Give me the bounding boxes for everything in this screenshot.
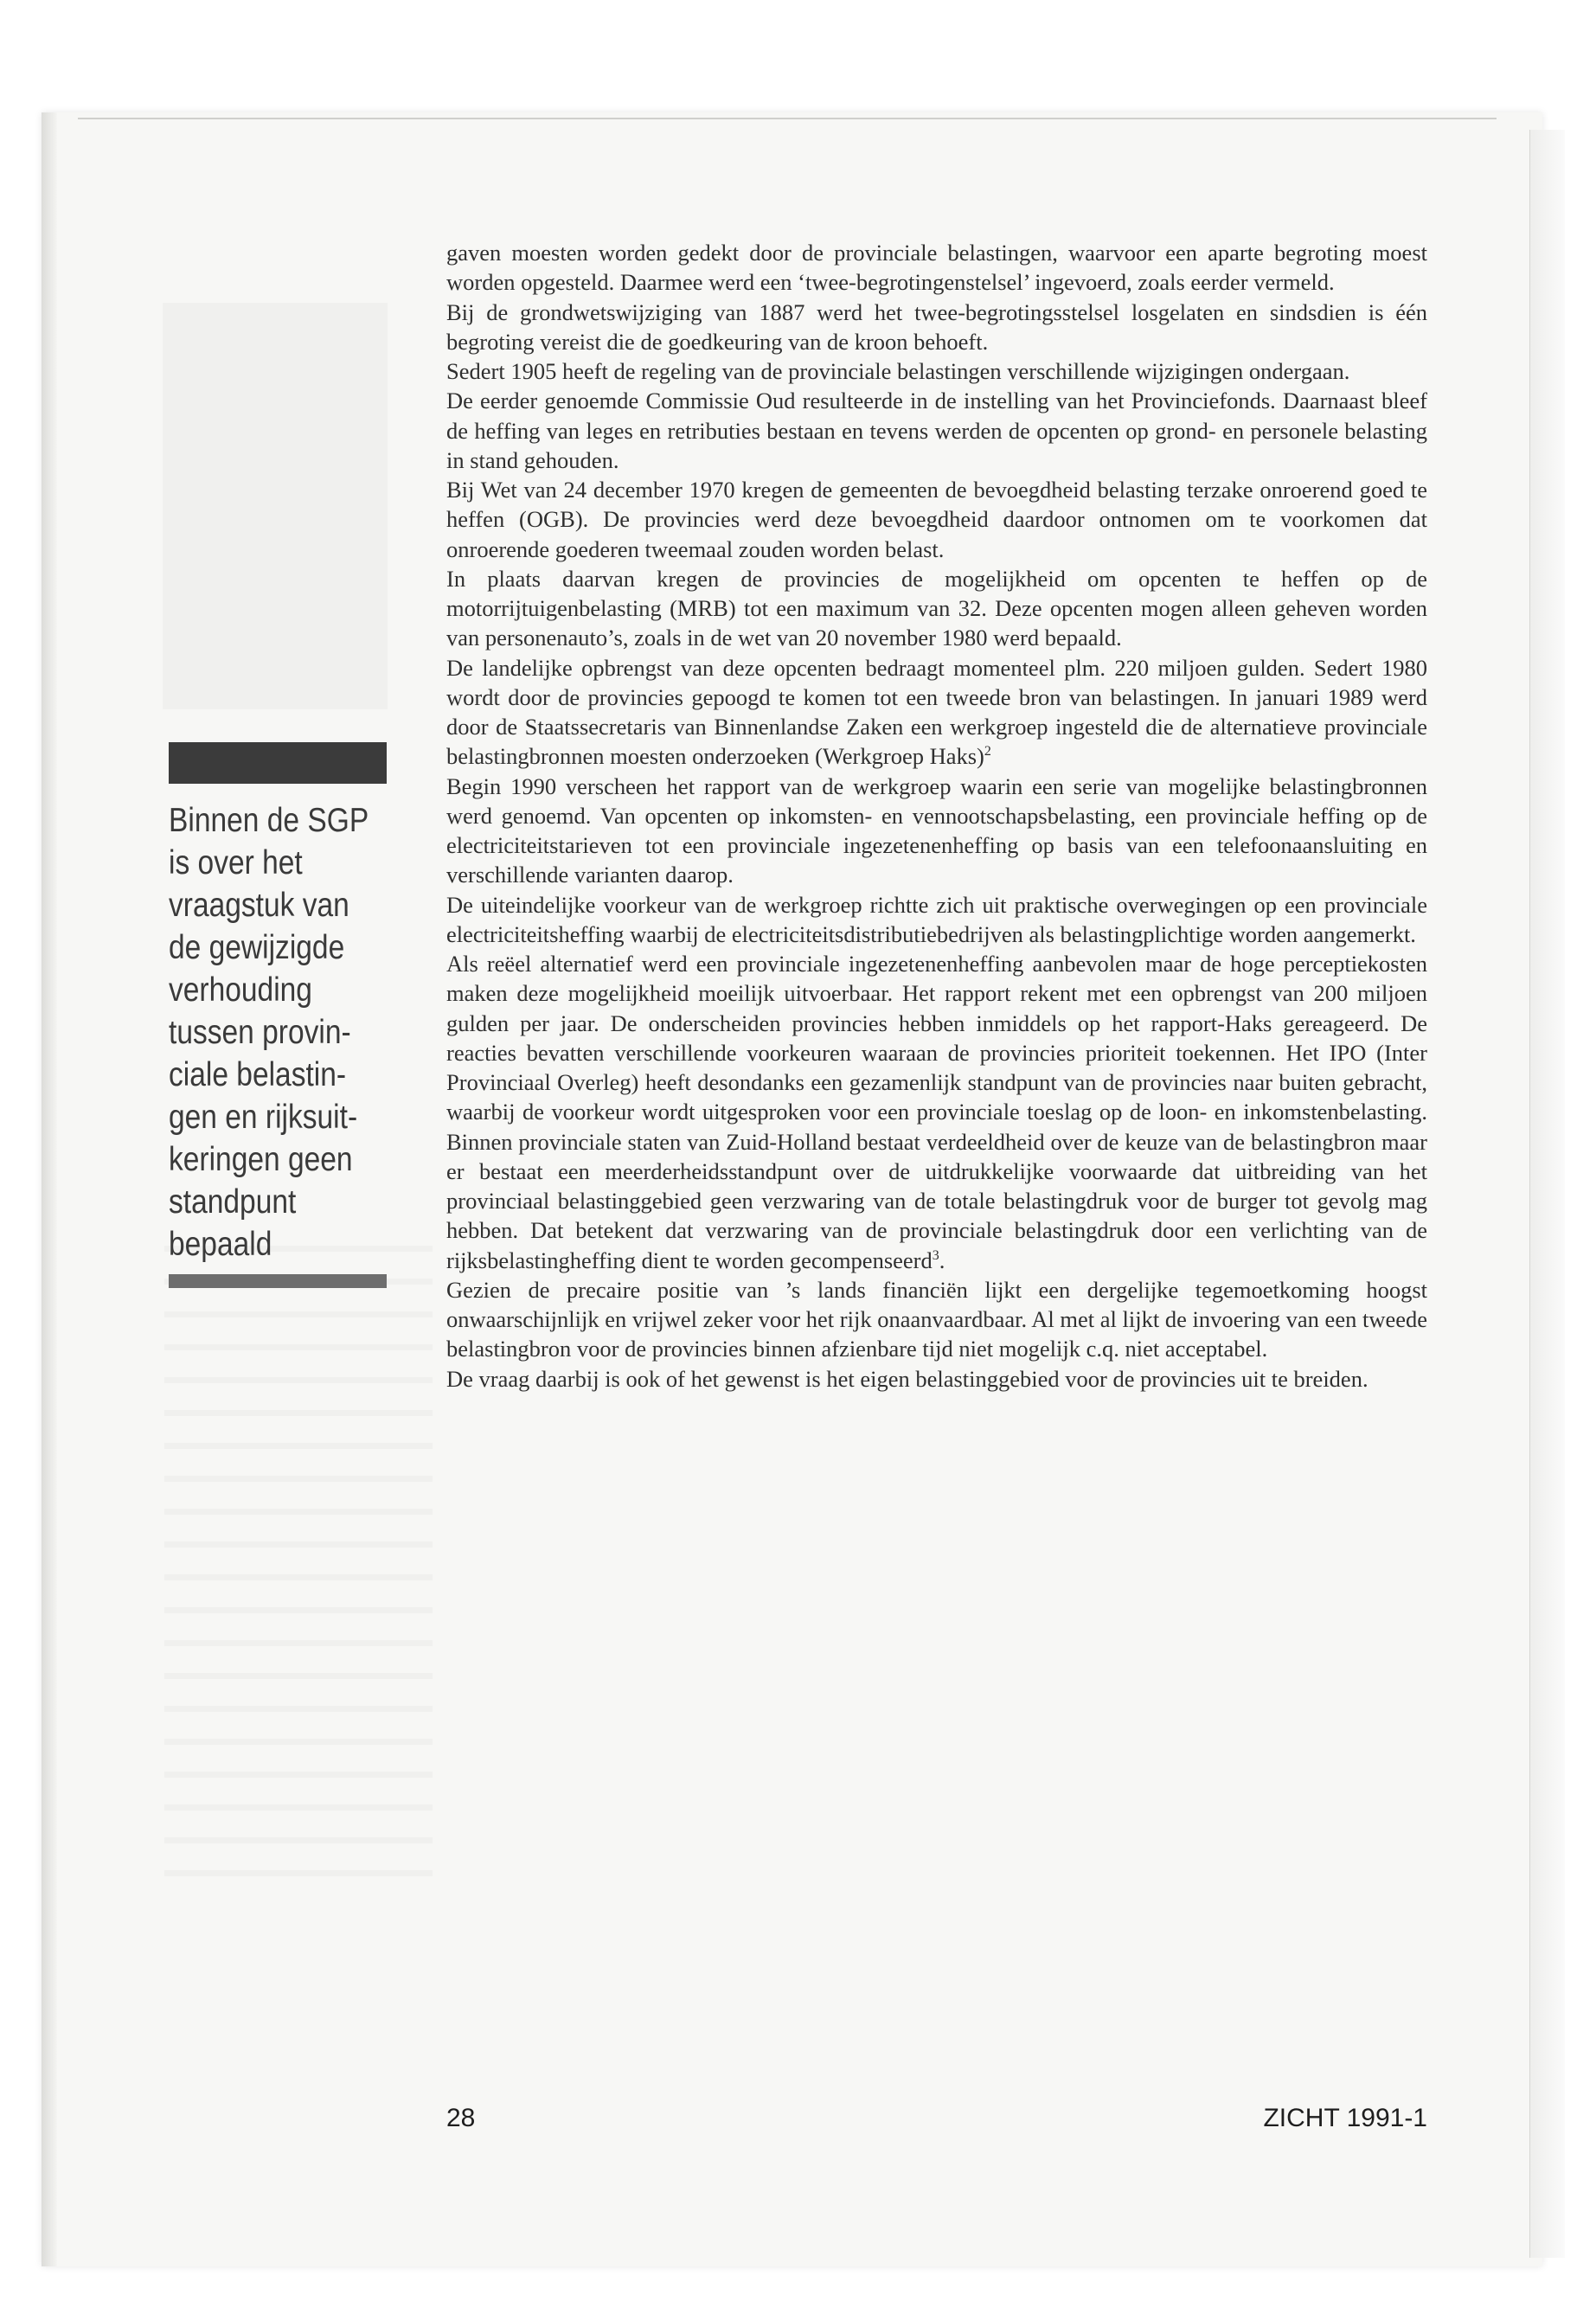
footnote-ref: 3	[932, 1247, 939, 1263]
paper-binding-shadow	[42, 112, 57, 2266]
page-footer	[446, 2104, 1427, 2138]
pull-quote-sidebar	[169, 742, 387, 1288]
article-body	[446, 238, 1427, 1394]
top-rule	[78, 118, 1497, 119]
journal-issue: ZICHT 1991-1	[1263, 2104, 1427, 2132]
footnote-ref: 2	[984, 744, 991, 760]
body-paragraph-ipo: Als reëel alternatief werd een provinciale ingezetenenheffing aanbevolen maar de hoge perceptiekosten maken deze mogelijkheid moeilijk uitvoerbaar. Het rapport rekent met een opbrengst van 200 miljoen gulden per jaar. De onderscheiden provincies hebben inmiddels op het rapport-Haks gereageerd. De reacties bevatten verschillende voorkeuren waaraan de provincies prioriteit toekennen. Het IPO (Inter Provinciaal Overleg) heeft desondanks een gezamenlijk standpunt van de provincies naar buiten gebracht, waarbij de voorkeur wordt uitgesproken voor een provinciale toeslag op de loon- en inkomstenbelasting. Binnen provinciale staten van Zuid-Holland bestaat verdeeldheid over de keuze van de belastingbron maar er bestaat een meerderheidsstandpunt over de uitdrukkelijke voorwaarde dat uitbreiding van het provinciaal belastinggebied geen verzwaring van de totale belastingdruk voor de burger tot gevolg mag hebben. Dat betekent dat verzwaring van de provinciale belastingdruk door een verlichting van de rijksbelastingheffing dient te worden gecompenseerd$^3$.	[446, 951, 1427, 1273]
pull-quote-bottom-bar	[169, 1274, 387, 1288]
show-through-block	[163, 303, 388, 709]
body-paragraph: Sedert 1905 heeft de regeling van de provinciale belastingen verschillende wijzigingen ondergaan.	[446, 358, 1350, 384]
body-paragraph: Begin 1990 verscheen het rapport van de werkgroep waarin een serie van mogelijke belastingbronnen werd genoemd. Van opcenten op inkomsten- en vennootschapsbelasting, een provinciale heffing op de electriciteitstarieven tot een provinciale ingezetenenheffing op basis van een telefoonaansluiting en verschillende varianten daarop.	[446, 772, 1427, 888]
body-paragraph: Bij Wet van 24 december 1970 kregen de gemeenten de bevoegdheid belasting terzake onroerend goed te heffen (OGB). De provincies werd deze bevoegdheid daardoor ontnomen om te voorkomen dat onroerende goederen tweemaal zouden worden belast.	[446, 477, 1427, 562]
body-paragraph: De vraag daarbij is ook of het gewenst is het eigen belastinggebied voor de provincies uit te breiden.	[446, 1365, 1368, 1392]
show-through-lines	[164, 1246, 433, 2111]
body-paragraph-haks	[446, 653, 1427, 772]
body-paragraph: Bij de grondwetswijziging van 1887 werd het twee-begrotingsstelsel losgelaten en sindsdien is één begroting vereist die de goedkeuring van de kroon behoeft.	[446, 298, 1427, 355]
body-paragraph-text: Als reëel alternatief werd een provinciale ingezetenenheffing aanbevolen maar de hoge perceptiekosten maken deze mogelijkheid moeilijk uitvoerbaar. Het rapport rekent met een opbrengst van 200 miljoen gulden per jaar. De onderscheiden provincies hebben inmiddels op het rapport-Haks gereageerd. De reacties bevatten verschillende voorkeuren waaraan de provincies prioriteit toekennen. Het IPO (Inter Provinciaal Overleg) heeft desondanks een gezamenlijk standpunt van de provincies naar buiten gebracht, waarbij de voorkeur wordt uitgesproken voor een provinciale toeslag op de loon- en inkomstenbelasting. Binnen provinciale staten van Zuid-Holland bestaat verdeeldheid over de keuze van de belastingbron maar er bestaat een meerderheidsstandpunt over de uitdrukkelijke voorwaarde dat uitbreiding van het provinciaal belastinggebied geen verzwaring van de totale belastingdruk voor de burger tot gevolg mag hebben. Dat betekent dat verzwaring van de provinciale belastingdruk door een verlichting van de rijksbelastingheffing dient te worden gecompenseerd	[446, 951, 1427, 1273]
body-paragraph: In plaats daarvan kregen de provincies de mogelijkheid om opcenten te heffen op de motorrijtuigenbelasting (MRB) tot een maximum van 32. Deze opcenten mogen alleen geheven worden van personenauto’s, zoals in de wet van 20 november 1980 werd bepaald.	[446, 565, 1427, 651]
pull-quote-text: Binnen de SGP is over het vraagstuk van de gewijzigde verhouding tussen provin- ciale belastin- gen en rijksuit- keringen geen standpunt bepaald	[169, 802, 369, 1263]
pull-quote-top-bar	[169, 742, 387, 784]
body-paragraph: De uiteindelijke voorkeur van de werkgroep richtte zich uit praktische overwegingen op een provinciale electriciteitsheffing waarbij de electriciteitsdistributiebedrijven als belastingplichtige worden aangemerkt.	[446, 891, 1427, 947]
body-paragraph: Gezien de precaire positie van ’s lands financiën lijkt een dergelijke tegemoetkoming hoogst onwaarschijnlijk en vrijwel zeker voor het rijk onaanvaardbaar. Al met al lijkt de invoering van een tweede belastingbron voor de provincies binnen afzienbare tijd niet mogelijk c.q. niet acceptabel.	[446, 1276, 1427, 1362]
body-paragraph: gaven moesten worden gedekt door de provinciale belastingen, waarvoor een aparte begroting moest worden opgesteld. Daarmee werd een ‘twee-begrotingenstelsel’ ingevoerd, zoals eerder vermeld.	[446, 240, 1427, 296]
body-paragraph: De eerder genoemde Commissie Oud resulteerde in de instelling van het Provinciefonds. Daarnaast bleef de heffing van leges en retributies bestaan en tevens werden de opcenten op grond- en personele belasting in stand gehouden.	[446, 388, 1427, 473]
paper-right-edge	[1529, 130, 1565, 2258]
body-paragraph-text: De landelijke opbrengst van deze opcenten bedraagt momenteel plm. 220 miljoen gulden. Sedert 1980 wordt door de provincies gepoogd te komen tot een tweede bron van belastingen. In januari 1989 werd door de Staatssecretaris van Binnenlandse Zaken een werkgroep ingesteld die de alternatieve provinciale belastingbronnen moesten onderzoeken (Werkgroep Haks)	[446, 654, 1427, 770]
page-number: 28	[446, 2104, 476, 2132]
